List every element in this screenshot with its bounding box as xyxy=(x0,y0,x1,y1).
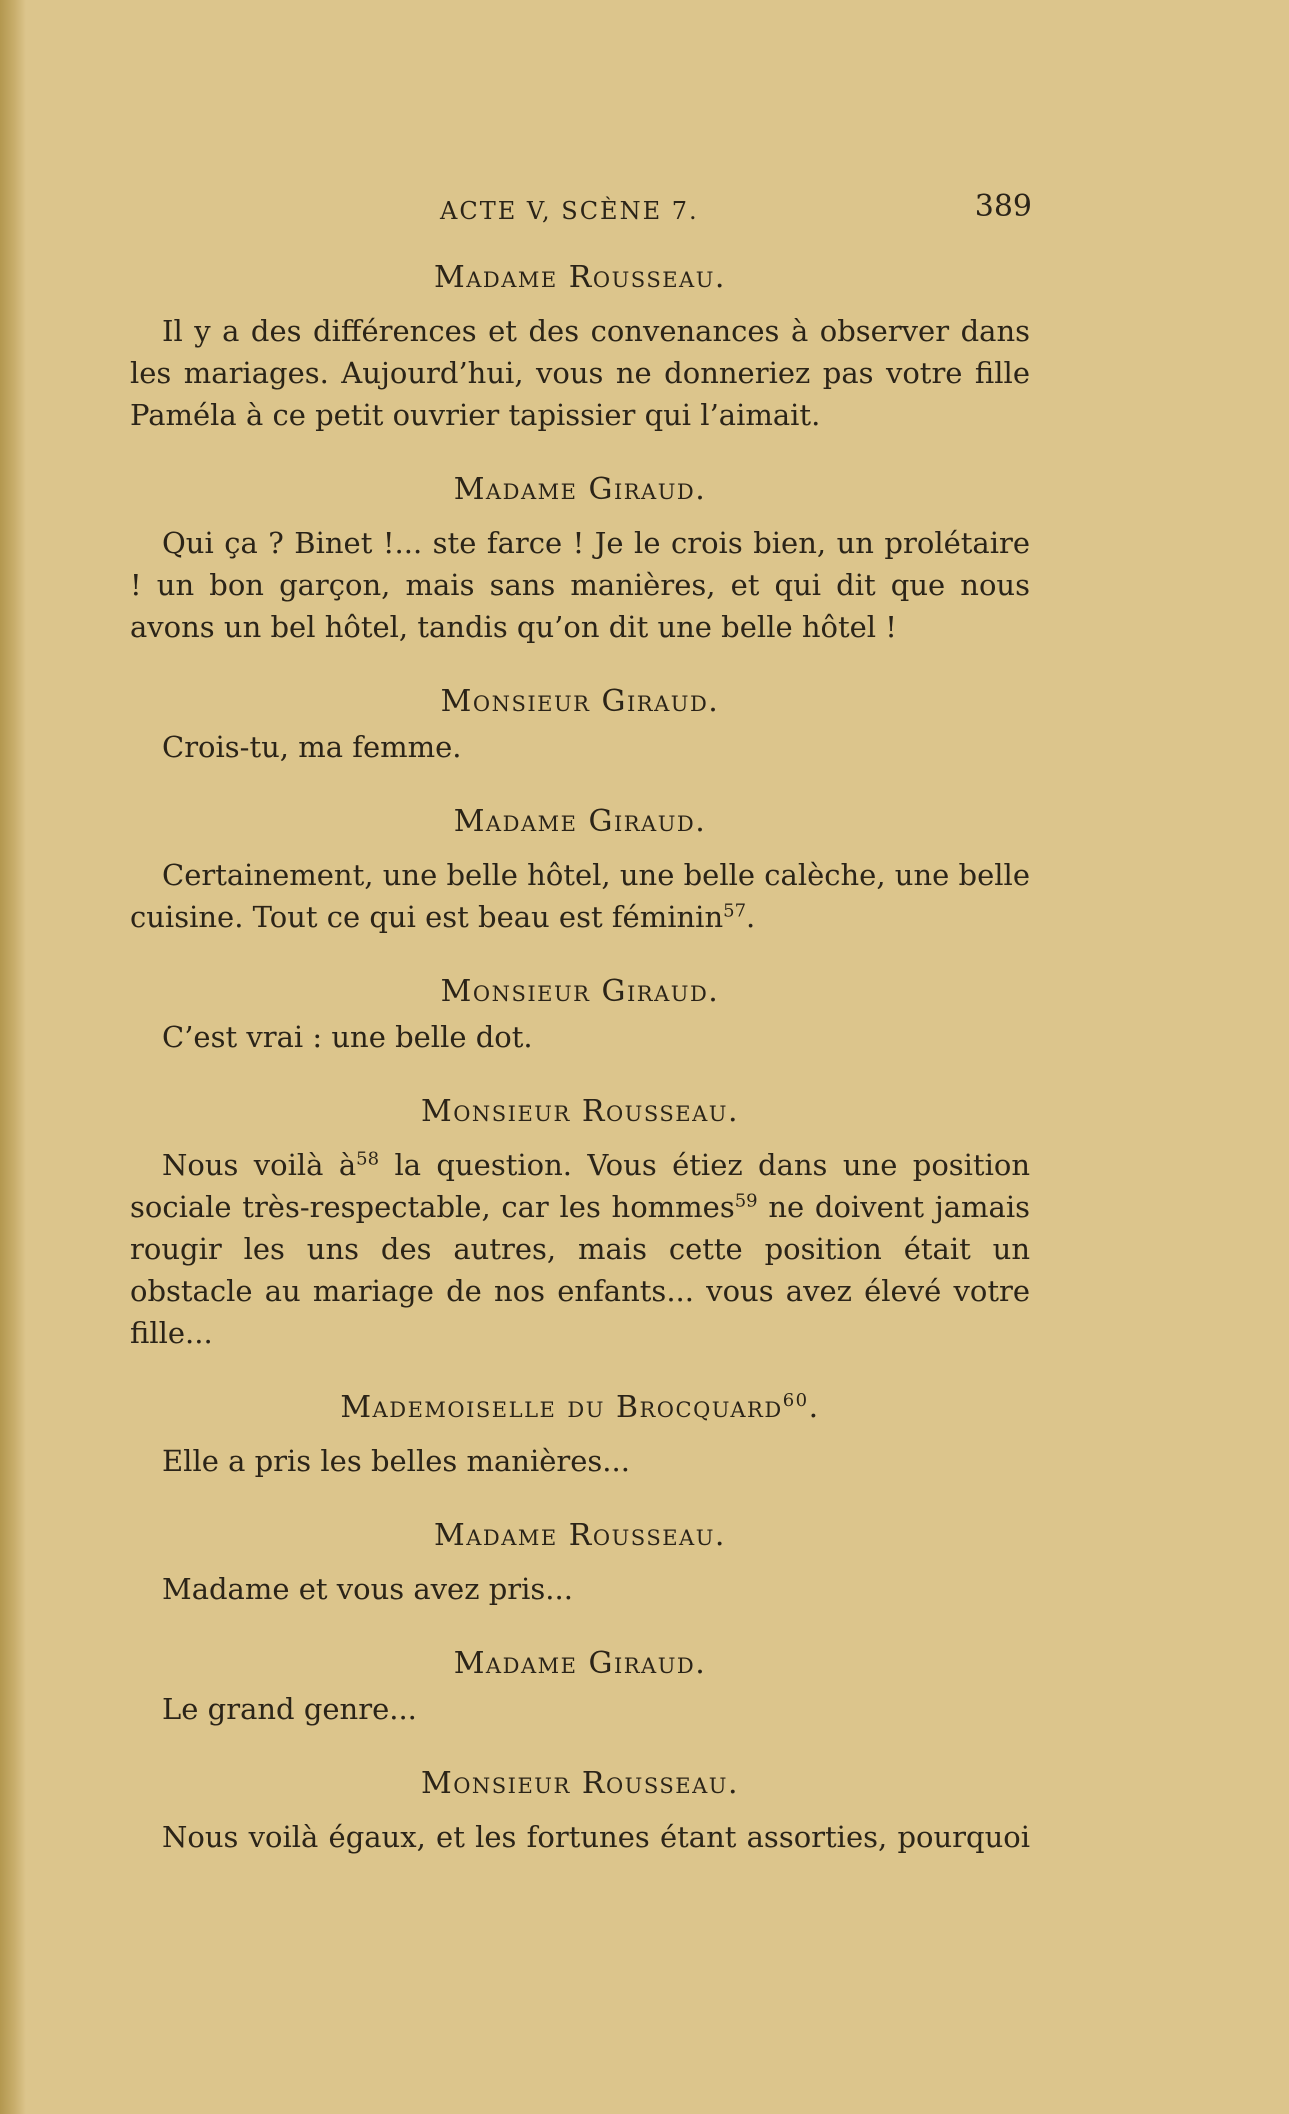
footnote-ref: 57 xyxy=(723,900,747,922)
speaker-name: Monsieur Rousseau. xyxy=(420,1094,739,1129)
speech-text: C’est vrai : une belle dot. xyxy=(162,1020,533,1054)
speech-text-part: la question. Vous étiez dans une position sociale très-respectable, car les hommes xyxy=(130,1148,1030,1224)
speaker-name: Monsieur Rousseau. xyxy=(420,1766,739,1801)
speech-text xyxy=(130,1144,1030,1354)
footnote-ref: 60 xyxy=(782,1390,809,1411)
book-page xyxy=(130,190,1030,1892)
speech-text: Il y a des différences et des convenances à observer dans les mariages. Aujourd’hui, vous ne donneriez pas votre fille Paméla à ce petit ouvrier tapissier qui l’aimait. xyxy=(130,314,1030,432)
book-spine-shadow xyxy=(0,0,26,2114)
speaker-name: Madame Rousseau. xyxy=(434,1518,726,1553)
speaker-name xyxy=(130,1388,1030,1428)
speaker-name-part: Mademoiselle du Brocquard xyxy=(340,1390,783,1425)
speaker-name-part: . xyxy=(808,1390,820,1425)
speech-text xyxy=(130,854,1030,938)
footnote-ref: 58 xyxy=(356,1148,380,1170)
speaker-name: Monsieur Giraud. xyxy=(440,974,720,1009)
speech-text: Madame et vous avez pris... xyxy=(162,1572,573,1606)
page-number: 389 xyxy=(974,189,1032,224)
speech-text-part: . xyxy=(746,900,756,934)
running-head xyxy=(130,190,1030,230)
footnote-ref: 59 xyxy=(734,1190,758,1212)
running-title: ACTE V, SCÈNE 7. xyxy=(440,197,699,225)
speech-text: Crois-tu, ma femme. xyxy=(162,730,462,764)
speech-text-part: Certainement, une belle hôtel, une belle calèche, une belle cuisine. Tout ce qui est beau est féminin xyxy=(130,858,1030,934)
speaker-name: Madame Giraud. xyxy=(453,804,707,839)
speech-text-part: ne doivent jamais rougir les uns des autres, mais cette position était un obstacle au mariage de nos enfants... vous avez élevé votre fille... xyxy=(130,1190,1030,1350)
speaker-name: Madame Giraud. xyxy=(453,472,707,507)
speech-text: Nous voilà égaux, et les fortunes étant assorties, pourquoi xyxy=(162,1820,1030,1854)
speech-text: Qui ça ? Binet !... ste farce ! Je le crois bien, un prolétaire ! un bon garçon, mais sans manières, et qui dit que nous avons un bel hôtel, tandis qu’on dit une belle hôtel ! xyxy=(130,526,1030,644)
speaker-name: Monsieur Giraud. xyxy=(440,684,720,719)
speech-text-part: Nous voilà à xyxy=(162,1148,357,1182)
speaker-name: Madame Rousseau. xyxy=(434,260,726,295)
speech-text: Elle a pris les belles manières... xyxy=(162,1444,630,1478)
speech-text: Le grand genre... xyxy=(162,1692,417,1726)
speaker-name: Madame Giraud. xyxy=(453,1646,707,1681)
